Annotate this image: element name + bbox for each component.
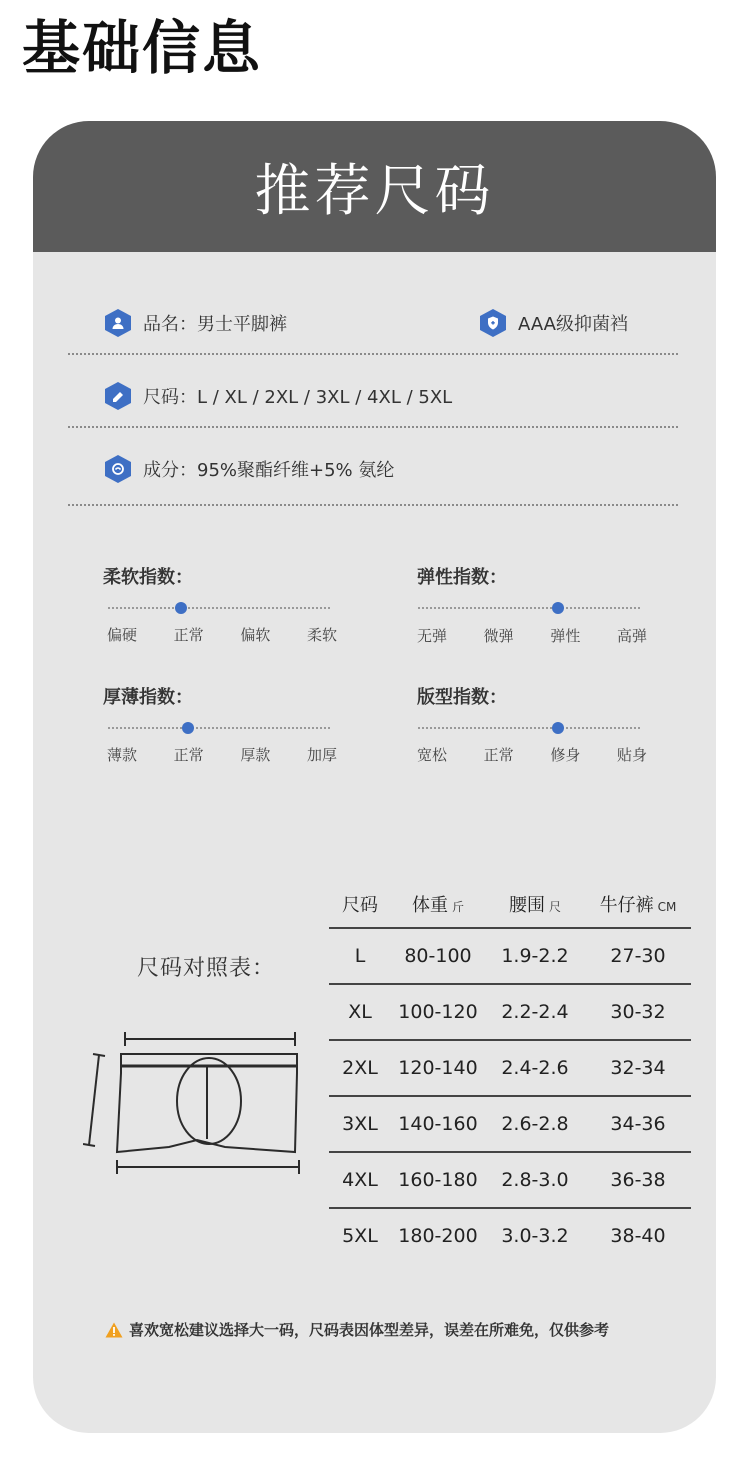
header-size: 尺码 <box>342 895 378 916</box>
divider <box>68 504 678 506</box>
option-label: 柔软 <box>306 626 337 644</box>
header-waist: 腰围 尺 <box>508 895 561 916</box>
fit-labels <box>417 744 647 765</box>
option-label: 偏硬 <box>107 626 138 644</box>
table-header <box>329 881 691 927</box>
table-row: 2XL 120-140 2.4-2.6 32-34 <box>329 1039 691 1095</box>
option-label: 偏软 <box>240 626 271 644</box>
shield-icon <box>480 309 506 337</box>
option-label: 弹性 <box>550 627 581 645</box>
option-label: 薄款 <box>107 746 138 764</box>
table-row: L 80-100 1.9-2.2 27-30 <box>329 927 691 983</box>
softness-labels <box>107 624 337 645</box>
card-header <box>33 121 716 252</box>
user-icon <box>105 309 131 337</box>
thickness-index-title: 厚薄指数： <box>103 687 193 708</box>
slider-knob <box>182 722 194 734</box>
size-chart-label: 尺码对照表： <box>137 956 276 981</box>
softness-index-title: 柔软指数： <box>103 567 193 588</box>
antibacterial-row <box>480 309 628 337</box>
table-row: XL 100-120 2.2-2.4 30-32 <box>329 983 691 1039</box>
option-label: 无弹 <box>417 627 448 645</box>
option-label: 贴身 <box>616 746 647 764</box>
material-text: 成分：95%聚酯纤维+5% 氨纶 <box>143 460 395 481</box>
slider-knob <box>552 602 564 614</box>
divider <box>68 426 678 428</box>
product-name-row <box>105 309 287 337</box>
option-label: 正常 <box>173 626 204 644</box>
thickness-slider <box>108 722 330 734</box>
option-label: 正常 <box>483 746 514 764</box>
option-label: 微弹 <box>483 627 514 645</box>
slider-knob <box>175 602 187 614</box>
table-row: 3XL 140-160 2.6-2.8 34-36 <box>329 1095 691 1151</box>
product-name: 品名：男士平脚裤 <box>143 314 287 335</box>
warning-icon <box>105 1322 123 1338</box>
fit-slider <box>418 722 640 734</box>
header-weight: 体重 斤 <box>411 895 464 916</box>
option-label: 宽松 <box>417 746 448 764</box>
size-note <box>105 1319 609 1340</box>
option-label: 加厚 <box>306 746 337 764</box>
sizes-text: 尺码：L / XL / 2XL / 3XL / 4XL / 5XL <box>143 387 453 408</box>
elasticity-index-title: 弹性指数： <box>417 567 507 588</box>
tag-icon <box>105 382 131 410</box>
header-jeans: 牛仔裤 CM <box>599 895 677 916</box>
option-label: 修身 <box>550 746 581 764</box>
page-title: 基础信息 <box>22 14 263 82</box>
option-label: 正常 <box>173 746 204 764</box>
elasticity-slider <box>418 602 640 614</box>
note-text: 喜欢宽松建议选择大一码，尺码表因体型差异，误差在所难免，仅供参考 <box>129 1321 610 1339</box>
elasticity-labels <box>417 625 647 646</box>
option-label: 高弹 <box>616 627 647 645</box>
table-row: 4XL 160-180 2.8-3.0 36-38 <box>329 1151 691 1207</box>
divider <box>68 353 678 355</box>
antibacterial-text: AAA级抑菌裆 <box>518 314 628 335</box>
fabric-icon <box>105 455 131 483</box>
slider-knob <box>552 722 564 734</box>
softness-slider <box>108 602 330 614</box>
size-chart-table <box>329 881 691 1263</box>
material-row <box>105 455 394 483</box>
size-recommendation-card <box>33 121 716 1433</box>
thickness-labels <box>107 744 337 765</box>
table-row: 5XL 180-200 3.0-3.2 38-40 <box>329 1207 691 1263</box>
card-title: 推荐尺码 <box>254 158 495 224</box>
sizes-row <box>105 382 452 410</box>
briefs-diagram-icon <box>83 1021 303 1181</box>
fit-index-title: 版型指数： <box>417 687 507 708</box>
option-label: 厚款 <box>240 746 271 764</box>
